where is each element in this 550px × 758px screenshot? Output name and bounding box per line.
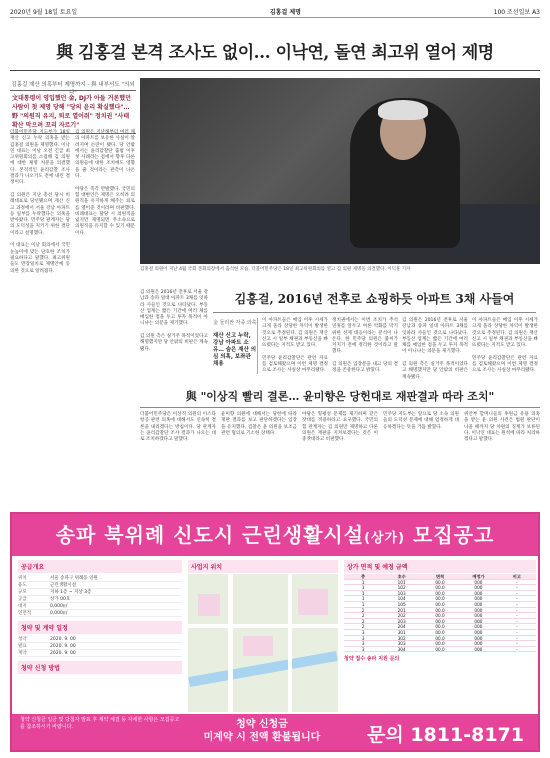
ad-table-cell: 104 (397, 596, 406, 602)
ad-overview-key: 규모 (18, 590, 27, 595)
ad-table-cell: 203 (397, 618, 406, 624)
ad-map-column (188, 560, 338, 575)
ad-table-cell: 103 (397, 590, 406, 596)
ad-table-cell: 000 (474, 646, 483, 652)
photo-caption: 김홍걸 의원이 지난 4월 국회 본회의장에서 출석한 모습. 더불어민주당은 18일 최고위원회의를 열고 김 의원 제명을 의결했다. 이덕훈 기자 (140, 267, 411, 272)
ad-overview-value: 상가 00호 (50, 597, 71, 602)
ad-overview-value: 0,000㎡ (50, 604, 68, 609)
ad-contract-list (18, 636, 182, 657)
ad-overview-value: 서울 송파구 위례동 일원 (50, 576, 98, 581)
ad-overview-heading: 공급개요 (18, 560, 182, 573)
ad-overview-row (18, 603, 182, 610)
ad-table-cell: 00.0 (435, 590, 445, 596)
ad-location-map (188, 574, 338, 712)
ad-overview-key: 공급 (18, 597, 27, 602)
ad-table-header-cell: 예정가 (472, 574, 485, 579)
ad-overview-column (18, 560, 182, 676)
side-box-label: 金 둘러싼 각종 의혹 (213, 320, 257, 326)
ad-contract-value: 2020. 9. 00 (50, 637, 76, 642)
ad-table-cell: 000 (474, 579, 483, 585)
ad-table-cell: - (516, 590, 518, 596)
map-river (188, 651, 337, 687)
ad-overview-key: 용도 (18, 583, 27, 588)
ad-overview-key: 대지 (18, 604, 27, 609)
ad-apply-heading: 청약 신청 방법 (18, 661, 182, 674)
article-column-3: 김 의원은 2016년 전후로 서울 강남과 송파 일대 아파트 3채를 잇따라 사들인 것으로 나타났다. 부동산 업계는 짧은 기간에 여러 채를 매입한 점을 두고 투자 목적이 아니냐는 의문을 제기했다. 김 의원 측은 실거주 목적이었다고 해명했지만 당 안팎의 비판은 계속됐다. (140, 290, 208, 352)
ad-table-cell: 1 (361, 601, 365, 607)
ad-table-cell: 00.0 (435, 629, 445, 635)
ad-table-header-cell: 비고 (512, 574, 521, 579)
ad-table-cell: 201 (397, 607, 406, 613)
ad-table-cell: - (516, 601, 518, 607)
map-road (288, 574, 292, 712)
ad-phone: 문의 1811-8171 (367, 724, 524, 746)
ad-overview-value: 지하 1층 ~ 지상 3층 (50, 590, 92, 595)
ad-table-cell: 00.0 (435, 618, 445, 624)
ad-unit-table (344, 574, 536, 662)
ad-overview-row (18, 575, 182, 582)
ad-table-cell: 00.0 (435, 585, 445, 591)
ad-table-cell: 302 (397, 635, 406, 641)
ad-contract-key: 계약 (18, 651, 27, 656)
news-photo (140, 78, 540, 264)
ad-table-cell: 1 (361, 590, 365, 596)
header-page: 100 조선일보 A3 (493, 9, 540, 16)
ad-table-header-cell: 호수 (397, 574, 406, 579)
ad-table-cell: 2 (361, 624, 365, 630)
main-headline: 與 김홍걸 본격 조사도 없이… 이낙연, 돌연 최고위 열어 제명 (56, 43, 494, 63)
byline: 김홍걸 재산 의혹부터 제명까지 - 與 내부서도 "의외다" (11, 82, 135, 96)
side-box (213, 318, 258, 374)
ad-table-cell: 3 (361, 641, 365, 647)
article-column-1: 더불어민주당 지도부가 18일 재산 신고 누락 의혹을 받는 김홍걸 의원을 제명했다. 이낙연 대표는 이날 오전 긴급 최고위원회의를 소집해 김 의원에 대한 제명 처분을 의결했다. 본격적인 윤리감찰 조사 결과가 나오기도 전에 내린 결정이다. 김 의원은 지난 총선 당시 비례대표로 당선됐으며 재산 신고 과정에서 서울 강남 아파트 등 일부를 누락했다는 의혹을 받아왔다. 민주당 관계자는 당의 도덕성을 지키기 위한 결단이라고 설명했다. 이 대표는 이날 회의에서 국민 눈높이에 맞는 단호한 조치가 필요하다고 말했다. 최고위원들도 만장일치로 제명안에 동의한 것으로 알려졌다. (10, 130, 70, 274)
ad-table-cell: 304 (397, 646, 406, 652)
photo-seats (140, 204, 540, 264)
headline-rule (10, 70, 540, 71)
ad-contract-value: 2020. 9. 00 (50, 651, 76, 656)
ad-table-cell: 000 (474, 601, 483, 607)
ad-overview-value: 0,000㎡ (50, 611, 68, 616)
ad-footer-message (187, 718, 337, 744)
ad-table-header-cell: 면적 (435, 574, 445, 579)
ad-table-cell: - (516, 596, 518, 602)
ad-title-paren: (상가) (364, 531, 406, 546)
ad-table-cell: 3 (361, 635, 365, 641)
ad-table-cell: 000 (474, 607, 483, 613)
ad-contract-key: 발표 (18, 644, 27, 649)
ad-table-cell: 3 (361, 629, 365, 635)
ad-table-cell: 00.0 (435, 624, 445, 630)
ad-overview-list (18, 575, 182, 617)
ad-overview-row (18, 582, 182, 589)
ad-table-cell: 2 (361, 613, 365, 619)
sub-headline-1: 김홍걸, 2016년 전후로 쇼핑하듯 아파트 3채 사들여 (234, 292, 515, 306)
ad-table-cell: - (516, 585, 518, 591)
ad-table-cell: 000 (474, 635, 483, 641)
side-box-text: 재산 신고 누락, 강남 아파트 소유… 숨은 재산 의심 의혹, 보좌관 채용 (213, 333, 257, 367)
ad-table-cell: 00.0 (435, 601, 445, 607)
ad-overview-key: 연면적 (18, 611, 32, 616)
header-date: 2020년 9월 18일 토요일 (10, 9, 78, 16)
ad-contract-row (18, 643, 182, 650)
article-column-2: 김 의원은 지난해부터 여러 채의 아파트를 보유한 사실이 알려지며 논란이 됐다. 당 안팎에서는 윤리감찰단 출범 이후 첫 사례라는 점에서 향후 다른 의원들에 대한 조치에도 영향을 줄 것이라는 관측이 나온다. 야당은 즉각 반발했다. 국민의힘 대변인은 제명은 오히려 의원직을 유지하게 해주는 퇴로를 열어준 것이라며 비판했다. 비례대표는 탈당 시 의원직을 잃지만 제명되면 무소속으로 의원직을 유지할 수 있기 때문이다. (75, 130, 135, 236)
ad-contract-heading: 청약 및 계약 일정 (18, 621, 182, 634)
ad-table-cell: 105 (397, 601, 406, 607)
sub-headline-box: 文대통령이 영입했던 金, DJ가 아들 거론했던 사람이 첫 제명 당해 "당의 윤리 확실했다"… 野 "의원직 유지, 퇴로 열어줘" 정치권 "사태 확산 막으려 꼬리 자르기" (10, 90, 136, 134)
ad-title (12, 514, 538, 556)
ad-table-cell: - (516, 607, 518, 613)
ad-table-cell: 000 (474, 624, 483, 630)
ad-footer-message-2: 미계약 시 전액 환불됩니다 (203, 732, 321, 743)
ad-overview-key: 위치 (18, 576, 27, 581)
article-column-12: 위안부 할머니들의 후원금 유용 의혹을 받는 윤 의원 사건은 법원 판단이 나올 때까지 당 차원의 징계가 보류된다. 이낙연 대표는 원칙에 따라 처리하겠다고 말했다. (464, 412, 542, 443)
ad-table-cell: 000 (474, 585, 483, 591)
ad-table-cell: - (516, 618, 518, 624)
ad-footer-note: 청약 신청금 입금 및 당첨자 발표 후 계약 체결 등 자세한 사항은 모집공고를 참조하시기 바랍니다. (20, 717, 180, 730)
sub-headline-1-rule (213, 312, 536, 313)
ad-table-cell: 000 (474, 641, 483, 647)
ad-table-column (344, 560, 536, 575)
ad-table-cell: 00.0 (435, 646, 445, 652)
article-column-11: 민주당 지도부는 앞으로 당 소속 의원들의 도덕성 문제에 대해 엄정하게 대응하겠다는 뜻을 거듭 밝혔다. (383, 412, 459, 430)
ad-map-heading: 사업지 위치 (188, 560, 338, 573)
ad-table-cell: 204 (397, 624, 406, 630)
ad-table-cell: 00.0 (435, 596, 445, 602)
sub-headline-2: 與 "이상직 빨리 결론… 윤미향은 당헌대로 재판결과 따라 조치" (185, 390, 495, 403)
ad-table-cell: 000 (474, 629, 483, 635)
article-column-10: 야당은 형평성 문제를 제기하며 같은 잣대를 적용하라고 요구했다. 국민의힘 관계자는 김 의원만 제명하고 다른 의원은 재판을 지켜보겠다는 것은 이중잣대라고 비판했다. (302, 412, 380, 443)
ad-title-end: 모집공고 (405, 523, 495, 547)
ad-contract-row (18, 636, 182, 643)
ad-table-cell: - (516, 635, 518, 641)
map-block (243, 636, 273, 656)
map-road (228, 574, 233, 712)
ad-overview-row (18, 596, 182, 603)
advertisement (10, 512, 540, 752)
ad-table-cell: 000 (474, 590, 483, 596)
ad-contract-value: 2020. 9. 00 (50, 644, 76, 649)
article-column-8: 더불어민주당은 이상직 의원의 이스타항공 관련 의혹에 대해서도 신속히 결론을 내리겠다는 방침이다. 당 관계자는 윤리감찰단 조사 결과가 나오는 대로 조치하겠다고 말했다. (140, 412, 216, 443)
ad-table-cell: - (516, 613, 518, 619)
map-block (198, 594, 220, 616)
ad-table-cell: 00.0 (435, 579, 445, 585)
ad-table-cell: 303 (397, 641, 406, 647)
ad-table-cell: 3 (361, 646, 365, 652)
ad-table-cell: - (516, 641, 518, 647)
ad-contract-key: 청약 (18, 637, 27, 642)
map-road (188, 624, 338, 628)
ad-table-row (344, 647, 536, 653)
ad-table-header-cell: 층 (361, 574, 366, 579)
ad-table-cell: - (516, 629, 518, 635)
ad-table-cell: 00.0 (435, 613, 445, 619)
ad-table-cell: 2 (361, 618, 365, 624)
ad-table-cell: 102 (397, 585, 406, 591)
ad-table-cell: 301 (397, 629, 406, 635)
article-column-5: 정치권에서는 이번 조치가 추석 연휴를 앞두고 여론 악화를 막기 위한 선제 대응이라는 분석이 나온다. 한 민주당 의원은 불씨가 커지기 전에 정리한 것이라고 말했다. 김 의원은 입장문을 내고 당의 결정을 존중한다고 밝혔다. (332, 318, 398, 374)
article-column-9: 윤미향 의원에 대해서는 당헌에 따라 재판 결과를 보고 판단하겠다는 입장을 유지했다. 검찰은 윤 의원을 보조금 관련 혐의로 기소한 상태다. (221, 412, 299, 436)
ad-table-cell: - (516, 579, 518, 585)
page-header (10, 6, 540, 18)
ad-table-cell: 2 (361, 607, 365, 613)
ad-notice: 청약 접수 송파 지원 문의 (344, 656, 400, 663)
ad-table-cell: 1 (361, 596, 365, 602)
ad-table-cell: 00.0 (435, 641, 445, 647)
ad-table-cell: 00.0 (435, 607, 445, 613)
ad-table-cell: 000 (474, 618, 483, 624)
ad-overview-row (18, 610, 182, 617)
ad-table-cell: 000 (474, 596, 483, 602)
article-column-6: 김 의원은 2016년 전후로 서울 강남과 송파 일대 아파트 3채를 잇따라 사들인 것으로 나타났다. 부동산 업계는 짧은 기간에 여러 채를 매입한 점을 두고 투자 목적이 아니냐는 의문을 제기했다. 김 의원 측은 실거주 목적이었다고 해명했지만 당 안팎의 비판은 계속됐다. (402, 318, 468, 380)
ad-table-cell: 101 (397, 579, 406, 585)
sub-headline-2-rule (140, 407, 540, 408)
photo-person-hair (378, 100, 428, 120)
ad-overview-value: 근린생활시설 (50, 583, 77, 588)
ad-table-cell: 202 (397, 613, 406, 619)
article-column-4: 이 아파트들은 매입 이후 시세가 크게 올라 상당한 차익이 발생한 것으로 추정된다. 김 의원은 재산 신고 시 일부 채권과 부동산을 빠뜨렸다는 지적도 받고 있다. 민주당 윤리감찰단은 관련 자료를 검토해왔으며 이번 제명 결정으로 조사는 사실상 마무리됐다. (262, 318, 328, 374)
ad-footer (12, 714, 538, 750)
header-section: 김홍걸 제명 (269, 9, 301, 16)
ad-overview-row (18, 589, 182, 596)
ad-table-cell: 1 (361, 579, 365, 585)
ad-footer-message-1: 청약 신청금 (236, 719, 288, 730)
ad-table-cell: - (516, 646, 518, 652)
map-block (298, 589, 328, 615)
ad-table-cell: 1 (361, 585, 365, 591)
article-column-7: 이 아파트들은 매입 이후 시세가 크게 올라 상당한 차익이 발생한 것으로 추정된다. 김 의원은 재산 신고 시 일부 채권과 부동산을 빠뜨렸다는 지적도 받고 있다. 민주당 윤리감찰단은 관련 자료를 검토해왔으며 이번 제명 결정으로 조사는 사실상 마무리됐다. (472, 318, 538, 374)
ad-table-body (344, 580, 536, 653)
ad-contract-row (18, 650, 182, 657)
ad-table-cell: 000 (474, 613, 483, 619)
ad-title-main: 송파 북위례 신도시 근린생활시설 (55, 523, 365, 547)
ad-table-heading: 상가 면적 및 예정 금액 (344, 560, 536, 573)
ad-table-cell: - (516, 624, 518, 630)
ad-table-cell: 00.0 (435, 635, 445, 641)
